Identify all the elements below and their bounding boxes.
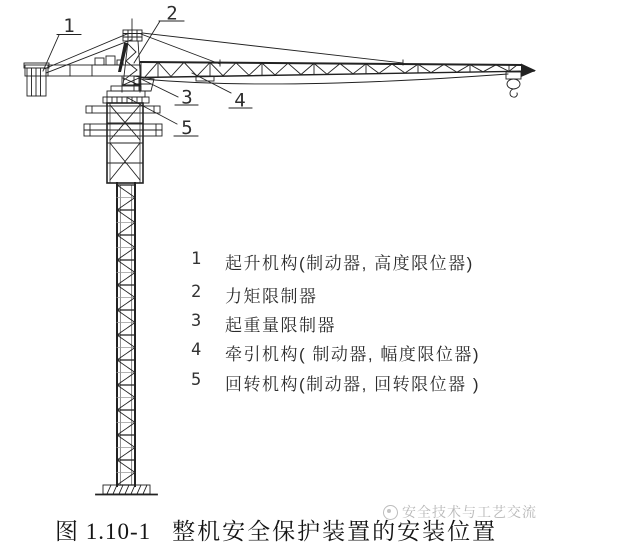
callout-number: 3: [181, 86, 193, 109]
legend-item-label: 回转机构(制动器, 回转限位器 ): [225, 375, 480, 394]
figure-number: 图 1.10-1: [55, 519, 152, 544]
foundation: [96, 485, 157, 495]
main-jib: [141, 62, 536, 81]
legend-item-number: 2: [191, 282, 202, 302]
legend-item-number: 3: [191, 311, 202, 331]
legend-item-number: 4: [191, 340, 202, 360]
turntable: [103, 86, 149, 103]
callout-2: [134, 3, 184, 64]
callout-number: 5: [181, 117, 193, 139]
counterweight: [24, 63, 49, 96]
callout-number: 2: [166, 2, 178, 25]
hook-block: [506, 72, 521, 97]
hook-icon: [510, 89, 517, 97]
mast: [117, 183, 135, 486]
legend-item-label: 牵引机构( 制动器, 幅度限位器): [225, 345, 480, 364]
legend-item-number: 5: [191, 370, 202, 390]
figure-caption: [55, 513, 497, 546]
tie-rods: [44, 33, 403, 73]
upper-mast-frame: [84, 103, 162, 183]
callout-4: [192, 73, 252, 112]
callout-number: 4: [234, 89, 246, 112]
legend-item-label: 起重量限制器: [225, 316, 336, 335]
legend-item-label: 力矩限制器: [225, 287, 318, 306]
figure-title: 整机安全保护装置的安装位置: [172, 519, 498, 544]
callout-number: 1: [63, 15, 75, 37]
legend-item-label: 起升机构(制动器, 高度限位器): [225, 254, 474, 273]
watermark-text: 安全技术与工艺交流: [402, 504, 537, 520]
hoist-mechanism: [95, 56, 123, 65]
legend-item-number: 1: [191, 249, 202, 269]
anchor-collar: [84, 124, 162, 136]
